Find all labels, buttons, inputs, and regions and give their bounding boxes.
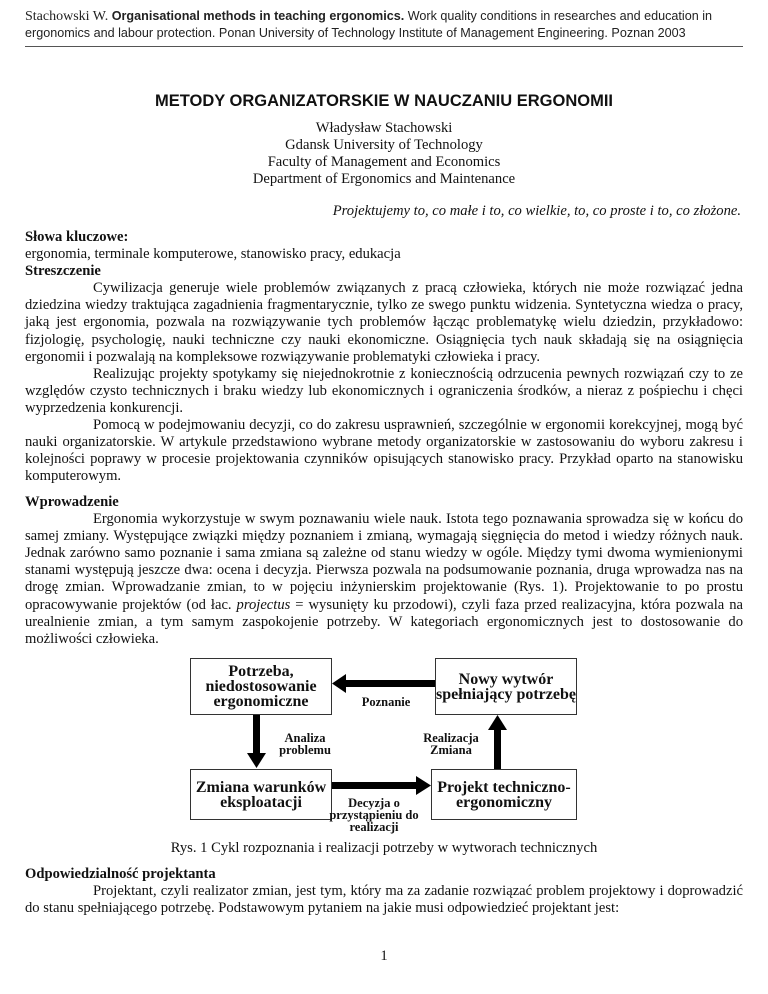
intro-text: Ergonomia wykorzystuje w swym poznawaniu wiele nauk. Istota tego poznawania sprowadza się w końcu do samej zmiany. Występujące związki między poznaniem i zmianą, wymagają sięgnięcia do metod i wiedzy różnych nauk. Jednak zarówno samo poznanie i sama zmiana są zależne od stanu wiedzy w ogóle. Między tymi dwoma wymienionymi stanami występują jeszcze dwa: ocena i decyzja. Pierwsza pozwala na podsumowanie poznania, druga wprowadza nas na drogę zmian. Wprowadzanie zmian, to w pojęciu inżynierskim projektowanie (Rys. 1). Projektowanie to po prostu opracowywanie projektów (od łac.: [25, 511, 743, 613]
abstract-paragraph: Cywilizacja generuje wiele problemów związanych z pracą człowieka, których nie może rozwiązać jedna dziedzina wiedzy traktująca zagadnienia fragmentarycznie, tylko ze swego punktu widzenia. Syntetyczna wiedza o pracy, jaką jest ergonomia, pozwala na rozwiązywanie tych problemów łącząc problematykę wielu dziedzin, przykładowo: fizjologię, psychologię, nauki techniczne czy nauki ekonomiczne. Osiągnięcia tych nauk składają się na osiągnięcia ergonomii i pozwalają na kompleksowe rozwiązywanie problematyki człowieka i pracy.: [25, 280, 743, 365]
box-new-product: Nowy wytwór spełniający potrzebę: [435, 658, 577, 715]
affiliation: [0, 120, 768, 188]
label-decision: Decyzja o przystąpieniu do realizacji: [329, 796, 419, 834]
keywords-heading: Słowa kluczowe:: [25, 229, 129, 245]
intro-text: = wysunięty ku przodowi), czyli faza przed realizacyjna, która pozwala na urealnienie zmian, a tym samym zaspokojenie potrzeby. W kategoriach ergonomicznych jest to dostosowanie do możliwości człowieka.: [25, 596, 743, 647]
page-number: 1: [380, 948, 388, 964]
header-source: Work quality conditions in researches and education in ergonomics and labour protection. Ponan University of Technology Institute of Management Engineering. Poznan 2003: [25, 9, 713, 40]
arrow-right: [332, 776, 431, 795]
latin-term: projectus: [236, 596, 291, 613]
abstract-paragraph: Pomocą w podejmowaniu decyzji, co do zakresu usprawnień, szczególnie w ergonomii korekcyjnej, mogą być nauki organizatorskie. W artykule przedstawiono wybrane metody organizatorskie w zastosowaniu do wyboru zakresu i kolejności poprawy w procesie projektowania czynników opisujących stanowisko pracy. Przykład oparto na stanowisku komputerowym.: [25, 417, 743, 485]
motto: Projektujemy to, co małe i to, co wielkie, to, co proste i to, co złożone.: [332, 203, 741, 219]
box-need: Potrzeba, niedostosowanie ergonomiczne: [190, 658, 332, 715]
responsibility-section: [25, 866, 743, 917]
header-author: Stachowski W.: [25, 9, 109, 24]
department: Department of Ergonomics and Maintenance: [252, 171, 516, 187]
label-realization: Realizacja Zmiana: [423, 731, 479, 757]
arrow-up: [488, 715, 507, 769]
arrow-down: [247, 715, 266, 768]
intro-heading: Wprowadzenie: [25, 494, 119, 510]
figure-caption: Rys. 1 Cykl rozpoznania i realizacji potrzeby w wytworach technicznych: [170, 840, 598, 856]
page-title: METODY ORGANIZATORSKIE W NAUCZANIU ERGONOMII: [154, 92, 614, 110]
abstract-heading: Streszczenie: [25, 263, 101, 280]
label-analysis: Analiza problemu: [279, 731, 331, 757]
author-name: Władysław Stachowski: [315, 120, 453, 136]
label-cognition: Poznanie: [361, 695, 411, 709]
header-paper-title: Organisational methods in teaching ergonomics.: [111, 9, 405, 23]
arrow-left: [332, 674, 435, 693]
intro-section: [25, 494, 743, 648]
box-project: Projekt techniczno-ergonomiczny: [431, 769, 577, 820]
box-change: Zmiana warunków eksploatacji: [190, 769, 332, 820]
keywords-text: ergonomia, terminale komputerowe, stanowisko pracy, edukacja: [25, 246, 401, 263]
running-header: [25, 8, 743, 47]
intro-paragraph: [25, 511, 743, 648]
university: Gdansk University of Technology: [285, 137, 483, 153]
faculty: Faculty of Management and Economics: [267, 154, 501, 170]
responsibility-heading: Odpowiedzialność projektanta: [25, 866, 216, 882]
abstract-section: [25, 229, 743, 485]
abstract-paragraph: Realizując projekty spotykamy się niejednokrotnie z koniecznością odrzucenia pewnych rozwiązań czy to ze względów czysto technicznych i braku wiedzy lub ekonomicznych i ograniczenia środków, a nieraz z pośpiechu i chęci wyprzedzenia konkurencji.: [25, 365, 743, 416]
responsibility-paragraph: Projektant, czyli realizator zmian, jest tym, który ma za zadanie rozwiązać problem projektowy i doprowadzić do stanu spełniającego potrzebę. Podstawowym pytaniem na jakie musi odpowiedzieć projektant jest:: [25, 883, 743, 917]
